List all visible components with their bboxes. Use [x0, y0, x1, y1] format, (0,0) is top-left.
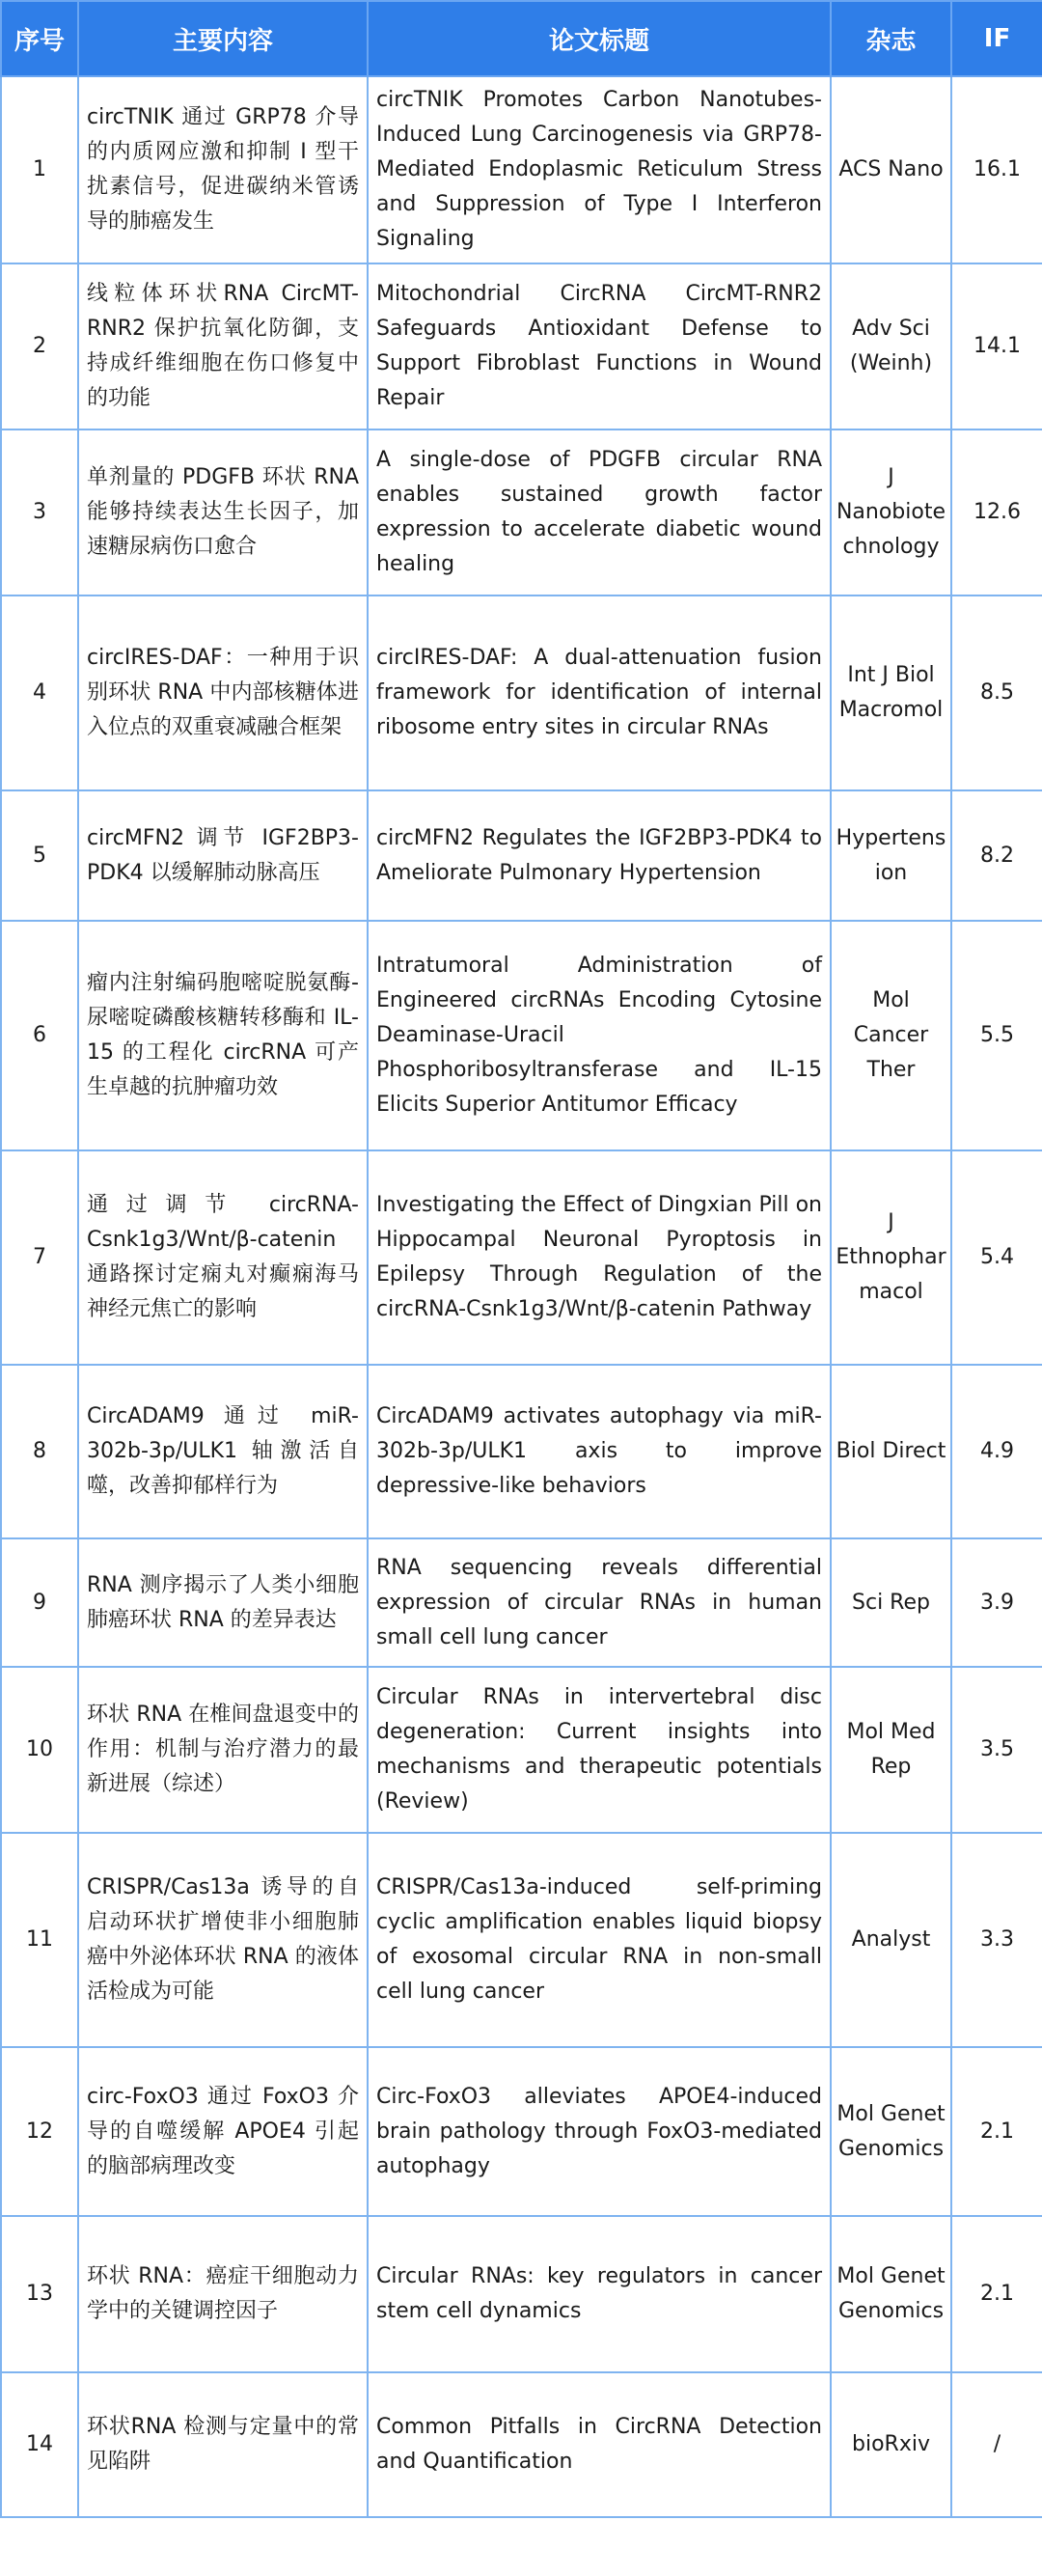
row-if: 8.2: [951, 790, 1042, 921]
table-row: [1, 76, 1042, 263]
row-if: 2.1: [951, 2216, 1042, 2372]
row-index: 5: [1, 790, 78, 921]
table-row: [1, 1365, 1042, 1538]
row-journal: Biol Direct: [831, 1365, 951, 1538]
header-if: IF: [951, 1, 1042, 76]
row-if: 3.3: [951, 1833, 1042, 2047]
row-summary: 环状 RNA 在椎间盘退变中的作用：机制与治疗潜力的最新进展（综述）: [78, 1667, 368, 1833]
row-journal: Sci Rep: [831, 1538, 951, 1667]
header-summary: 主要内容: [78, 1, 368, 76]
row-journal: Int J Biol Macromol: [831, 596, 951, 790]
row-title: Intratumoral Administration of Engineered circRNAs Encoding Cytosine Deaminase-Uracil Phosphoribosyltransferase and IL-15 Elicits Superior Antitumor Efficacy: [368, 921, 831, 1150]
row-journal: Mol Cancer Ther: [831, 921, 951, 1150]
table-row: [1, 263, 1042, 429]
row-if: 2.1: [951, 2047, 1042, 2216]
row-summary: 线粒体环状RNA CircMT-RNR2 保护抗氧化防御，支持成纤维细胞在伤口修复中的功能: [78, 263, 368, 429]
row-index: 1: [1, 76, 78, 263]
row-summary: 单剂量的 PDGFB 环状 RNA 能够持续表达生长因子，加速糖尿病伤口愈合: [78, 429, 368, 596]
row-journal: J Nanobiotechnology: [831, 429, 951, 596]
table-row: [1, 921, 1042, 1150]
table-row: [1, 1538, 1042, 1667]
row-title: RNA sequencing reveals differential expression of circular RNAs in human small cell lung cancer: [368, 1538, 831, 1667]
row-title: CircADAM9 activates autophagy via miR-302b-3p/ULK1 axis to improve depressive-like behaviors: [368, 1365, 831, 1538]
row-if: 3.5: [951, 1667, 1042, 1833]
row-journal: Adv Sci (Weinh): [831, 263, 951, 429]
row-title: circMFN2 Regulates the IGF2BP3-PDK4 to Ameliorate Pulmonary Hypertension: [368, 790, 831, 921]
table-row: [1, 2216, 1042, 2372]
row-if: 14.1: [951, 263, 1042, 429]
row-summary: circTNIK 通过 GRP78 介导的内质网应激和抑制 I 型干扰素信号，促进碳纳米管诱导的肺癌发生: [78, 76, 368, 263]
row-if: 5.5: [951, 921, 1042, 1150]
row-summary: 环状 RNA：癌症干细胞动力学中的关键调控因子: [78, 2216, 368, 2372]
row-journal: Analyst: [831, 1833, 951, 2047]
row-title: circIRES-DAF: A dual-attenuation fusion framework for identification of internal ribosome entry sites in circular RNAs: [368, 596, 831, 790]
row-journal: Mol Med Rep: [831, 1667, 951, 1833]
row-journal: ACS Nano: [831, 76, 951, 263]
row-if: 3.9: [951, 1538, 1042, 1667]
table-row: [1, 429, 1042, 596]
row-if: 4.9: [951, 1365, 1042, 1538]
row-summary: circIRES-DAF：一种用于识别环状 RNA 中内部核糖体进入位点的双重衰减融合框架: [78, 596, 368, 790]
row-title: Circ-FoxO3 alleviates APOE4-induced brain pathology through FoxO3-mediated autophagy: [368, 2047, 831, 2216]
row-summary: 通过调节 circRNA-Csnk1g3/Wnt/β-catenin 通路探讨定痫丸对癫痫海马神经元焦亡的影响: [78, 1150, 368, 1365]
row-index: 6: [1, 921, 78, 1150]
row-index: 12: [1, 2047, 78, 2216]
row-summary: RNA 测序揭示了人类小细胞肺癌环状 RNA 的差异表达: [78, 1538, 368, 1667]
table-row: [1, 1150, 1042, 1365]
row-if: 16.1: [951, 76, 1042, 263]
row-summary: circMFN2 调节 IGF2BP3-PDK4 以缓解肺动脉高压: [78, 790, 368, 921]
row-journal: Mol Genet Genomics: [831, 2216, 951, 2372]
row-if: /: [951, 2372, 1042, 2517]
row-journal: Mol Genet Genomics: [831, 2047, 951, 2216]
row-title: Common Pitfalls in CircRNA Detection and Quantification: [368, 2372, 831, 2517]
table-row: [1, 1833, 1042, 2047]
row-if: 12.6: [951, 429, 1042, 596]
header-title: 论文标题: [368, 1, 831, 76]
row-index: 8: [1, 1365, 78, 1538]
row-index: 14: [1, 2372, 78, 2517]
row-journal: Hypertension: [831, 790, 951, 921]
row-index: 4: [1, 596, 78, 790]
row-summary: circ-FoxO3 通过 FoxO3 介导的自噬缓解 APOE4 引起的脑部病理改变: [78, 2047, 368, 2216]
row-title: Investigating the Effect of Dingxian Pill on Hippocampal Neuronal Pyroptosis in Epilepsy Through Regulation of the circRNA-Csnk1g3/Wnt/β-catenin Pathway: [368, 1150, 831, 1365]
row-if: 5.4: [951, 1150, 1042, 1365]
row-title: Mitochondrial CircRNA CircMT-RNR2 Safeguards Antioxidant Defense to Support Fibroblast Functions in Wound Repair: [368, 263, 831, 429]
row-if: 8.5: [951, 596, 1042, 790]
table-row: [1, 790, 1042, 921]
table-body: [1, 76, 1042, 2517]
table-row: [1, 2372, 1042, 2517]
header-row: [1, 1, 1042, 76]
row-summary: CircADAM9 通过 miR-302b-3p/ULK1 轴激活自噬，改善抑郁样行为: [78, 1365, 368, 1538]
row-title: Circular RNAs: key regulators in cancer stem cell dynamics: [368, 2216, 831, 2372]
row-title: CRISPR/Cas13a-induced self-priming cyclic amplification enables liquid biopsy of exosomal circular RNA in non-small cell lung cancer: [368, 1833, 831, 2047]
row-journal: bioRxiv: [831, 2372, 951, 2517]
row-index: 11: [1, 1833, 78, 2047]
table-header: [1, 1, 1042, 76]
row-index: 13: [1, 2216, 78, 2372]
header-index: 序号: [1, 1, 78, 76]
row-title: A single-dose of PDGFB circular RNA enables sustained growth factor expression to accelerate diabetic wound healing: [368, 429, 831, 596]
table-row: [1, 2047, 1042, 2216]
table-row: [1, 1667, 1042, 1833]
row-summary: 环状RNA 检测与定量中的常见陷阱: [78, 2372, 368, 2517]
header-journal: 杂志: [831, 1, 951, 76]
row-index: 2: [1, 263, 78, 429]
row-title: circTNIK Promotes Carbon Nanotubes-Induced Lung Carcinogenesis via GRP78-Mediated Endoplasmic Reticulum Stress and Suppression of Type I Interferon Signaling: [368, 76, 831, 263]
row-journal: J Ethnopharmacol: [831, 1150, 951, 1365]
row-index: 10: [1, 1667, 78, 1833]
row-index: 7: [1, 1150, 78, 1365]
row-index: 3: [1, 429, 78, 596]
table-row: [1, 596, 1042, 790]
row-summary: 瘤内注射编码胞嘧啶脱氨酶-尿嘧啶磷酸核糖转移酶和 IL-15 的工程化 circRNA 可产生卓越的抗肿瘤功效: [78, 921, 368, 1150]
row-summary: CRISPR/Cas13a 诱导的自启动环状扩增使非小细胞肺癌中外泌体环状 RNA 的液体活检成为可能: [78, 1833, 368, 2047]
row-title: Circular RNAs in intervertebral disc degeneration: Current insights into mechanisms and therapeutic potentials (Review): [368, 1667, 831, 1833]
row-index: 9: [1, 1538, 78, 1667]
